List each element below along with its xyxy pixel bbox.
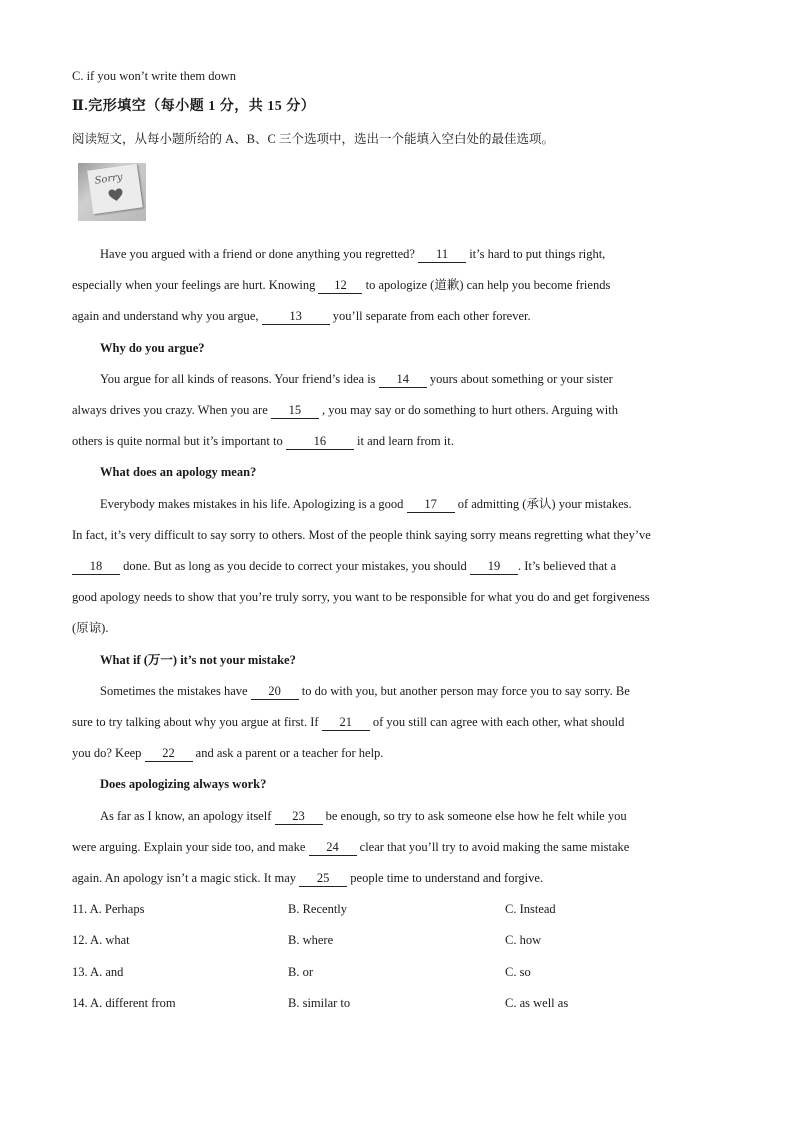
blank-24[interactable]: 24: [309, 839, 357, 856]
blank-13[interactable]: 13: [262, 308, 330, 325]
passage-text: others is quite normal but it’s important to: [72, 434, 286, 448]
heading-not-your-mistake: What if (万一) it’s not your mistake?: [100, 653, 296, 667]
option-12-b[interactable]: B. where: [288, 933, 334, 947]
passage-line: [72, 839, 629, 856]
blank-19[interactable]: 19: [470, 558, 518, 575]
passage-line: [72, 558, 616, 575]
passage-line: [100, 246, 605, 263]
passage-line: (原谅).: [72, 621, 109, 635]
option-12-c[interactable]: C. how: [505, 933, 542, 947]
passage-text: again. An apology isn’t a magic stick. It may: [72, 871, 300, 885]
passage-line: [72, 277, 610, 294]
passage-line: [72, 745, 383, 762]
passage-line: [72, 433, 454, 450]
blank-15[interactable]: 15: [271, 402, 319, 419]
option-13-c[interactable]: C. so: [505, 965, 531, 979]
passage-line: [72, 308, 531, 325]
blank-25[interactable]: 25: [299, 870, 347, 887]
previous-option-c: C. if you won’t write them down: [72, 69, 236, 83]
passage-line: [100, 808, 627, 825]
blank-11[interactable]: 11: [418, 246, 466, 263]
option-11-c[interactable]: C. Instead: [505, 902, 556, 916]
section-title: Ⅱ.完形填空（每小题 1 分，共 15 分）: [72, 99, 316, 114]
passage-line: [72, 402, 618, 419]
heart-icon: [108, 188, 124, 203]
passage-text: again and understand why you argue,: [72, 309, 262, 323]
passage-line: [100, 683, 630, 700]
passage-line: In fact, it’s very difficult to say sorry to others. Most of the people think saying sorry means regretting what they’ve: [72, 528, 651, 542]
passage-text: it’s hard to put things right,: [466, 247, 606, 261]
option-14-c[interactable]: C. as well as: [505, 996, 569, 1010]
passage-text: be enough, so try to ask someone else how he felt while you: [322, 809, 627, 823]
blank-18[interactable]: 18: [72, 558, 120, 575]
passage-text: and ask a parent or a teacher for help.: [192, 746, 384, 760]
option-12-a[interactable]: 12. A. what: [72, 933, 130, 947]
sorry-card-image: [78, 163, 146, 221]
blank-23[interactable]: 23: [275, 808, 323, 825]
passage-line: [72, 870, 543, 887]
heading-apology-mean: What does an apology mean?: [100, 465, 257, 479]
option-11-b[interactable]: B. Recently: [288, 902, 348, 916]
passage-text: it and learn from it.: [353, 434, 454, 448]
blank-20[interactable]: 20: [251, 683, 299, 700]
passage-text: to apologize (道歉) can help you become friends: [362, 278, 611, 292]
passage-text: As far as I know, an apology itself: [100, 809, 275, 823]
blank-17[interactable]: 17: [407, 496, 455, 513]
passage-text: yours about something or your sister: [426, 372, 613, 386]
option-11-a[interactable]: 11. A. Perhaps: [72, 902, 145, 916]
card-text: Sorry: [93, 171, 124, 187]
passage-text: Everybody makes mistakes in his life. Apologizing is a good: [100, 497, 407, 511]
passage-text: sure to try talking about why you argue at first. If: [72, 715, 322, 729]
option-13-a[interactable]: 13. A. and: [72, 965, 124, 979]
blank-22[interactable]: 22: [145, 745, 193, 762]
passage-text: You argue for all kinds of reasons. Your friend’s idea is: [100, 372, 379, 386]
blank-12[interactable]: 12: [318, 277, 362, 294]
blank-14[interactable]: 14: [379, 371, 427, 388]
passage-text: of you still can agree with each other, what should: [369, 715, 625, 729]
passage-text: people time to understand and forgive.: [347, 871, 544, 885]
blank-21[interactable]: 21: [322, 714, 370, 731]
passage-text: clear that you’ll try to avoid making the same mistake: [356, 840, 630, 854]
passage-text: you’ll separate from each other forever.: [329, 309, 531, 323]
passage-text: Have you argued with a friend or done anything you regretted?: [100, 247, 419, 261]
passage-line: [100, 496, 632, 513]
passage-text: , you may say or do something to hurt others. Arguing with: [318, 403, 618, 417]
section-instruction: 阅读短文，从每小题所给的 A、B、C 三个选项中，选出一个能填入空白处的最佳选项。: [72, 132, 554, 146]
heading-why-argue: Why do you argue?: [100, 341, 205, 355]
passage-line: [72, 714, 624, 731]
passage-text: especially when your feelings are hurt. Knowing: [72, 278, 319, 292]
passage-line: [100, 371, 613, 388]
passage-text: to do with you, but another person may force you to say sorry. Be: [298, 684, 630, 698]
blank-16[interactable]: 16: [286, 433, 354, 450]
option-14-b[interactable]: B. similar to: [288, 996, 351, 1010]
heading-apologizing-work: Does apologizing always work?: [100, 777, 267, 791]
passage-text: always drives you crazy. When you are: [72, 403, 271, 417]
passage-text: Sometimes the mistakes have: [100, 684, 251, 698]
passage-text: of admitting (承认) your mistakes.: [454, 497, 632, 511]
sorry-card: [87, 164, 143, 215]
option-14-a[interactable]: 14. A. different from: [72, 996, 176, 1010]
passage-text: you do? Keep: [72, 746, 145, 760]
passage-text: were arguing. Explain your side too, and make: [72, 840, 309, 854]
option-13-b[interactable]: B. or: [288, 965, 313, 979]
passage-text: done. But as long as you decide to correct your mistakes, you should: [120, 559, 470, 573]
passage-line: good apology needs to show that you’re truly sorry, you want to be responsible for what you do and get forgiveness: [72, 590, 650, 604]
passage-text: . It’s believed that a: [517, 559, 617, 573]
